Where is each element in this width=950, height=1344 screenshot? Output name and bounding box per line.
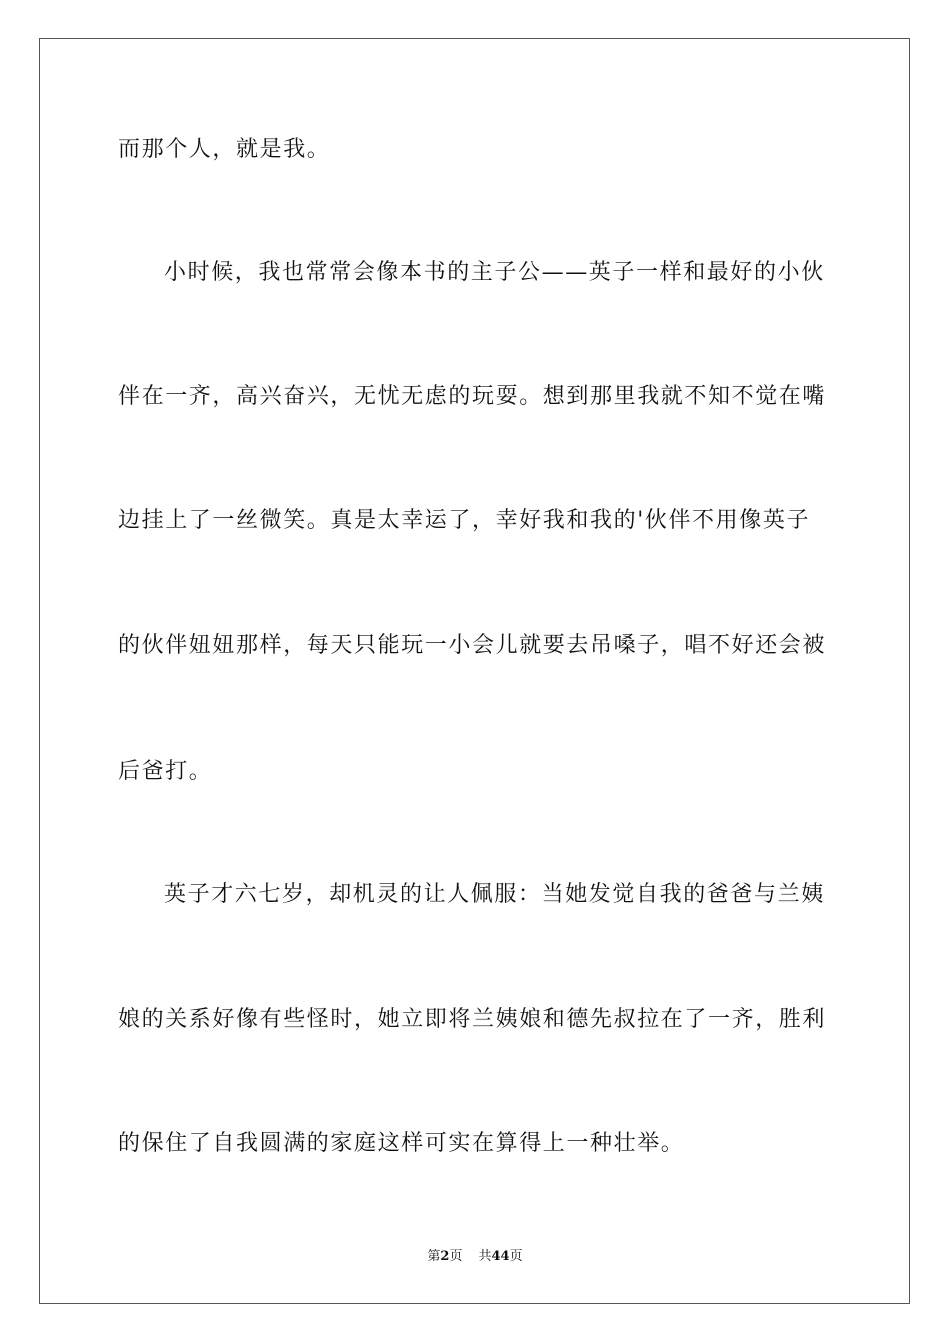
text-line-4: 边挂上了一丝微笑。真是太幸运了，幸好我和我的'伙伴不用像英子 [118,508,811,533]
text-line-7: 英子才六七岁，却机灵的让人佩服：当她发觉自我的爸爸与兰姨 [164,882,825,907]
text-line-3: 伴在一齐，高兴奋兴，无忧无虑的玩耍。想到那里我就不知不觉在嘴 [118,384,827,409]
text-line-9: 的保住了自我圆满的家庭这样可实在算得上一种壮举。 [118,1131,685,1156]
page-footer [0,1248,950,1266]
footer-page-current: 2 [440,1249,450,1264]
text-line-6: 后爸打。 [118,759,213,784]
text-line-8: 娘的关系好像有些怪时，她立即将兰姨娘和德先叔拉在了一齐，胜利 [118,1007,827,1032]
footer-page-suffix: 页 [449,1249,463,1264]
footer-page-prefix: 第 [427,1249,441,1264]
footer-page-total: 44 [491,1249,510,1264]
text-line-5: 的伙伴妞妞那样，每天只能玩一小会儿就要去吊嗓子，唱不好还会被 [118,633,827,658]
text-line-1: 而那个人，就是我。 [118,137,331,162]
footer-total-prefix: 共 [478,1249,492,1264]
text-line-2: 小时候，我也常常会像本书的主子公——英子一样和最好的小伙 [164,260,825,285]
page-frame [39,38,910,1304]
footer-total-suffix: 页 [509,1249,523,1264]
